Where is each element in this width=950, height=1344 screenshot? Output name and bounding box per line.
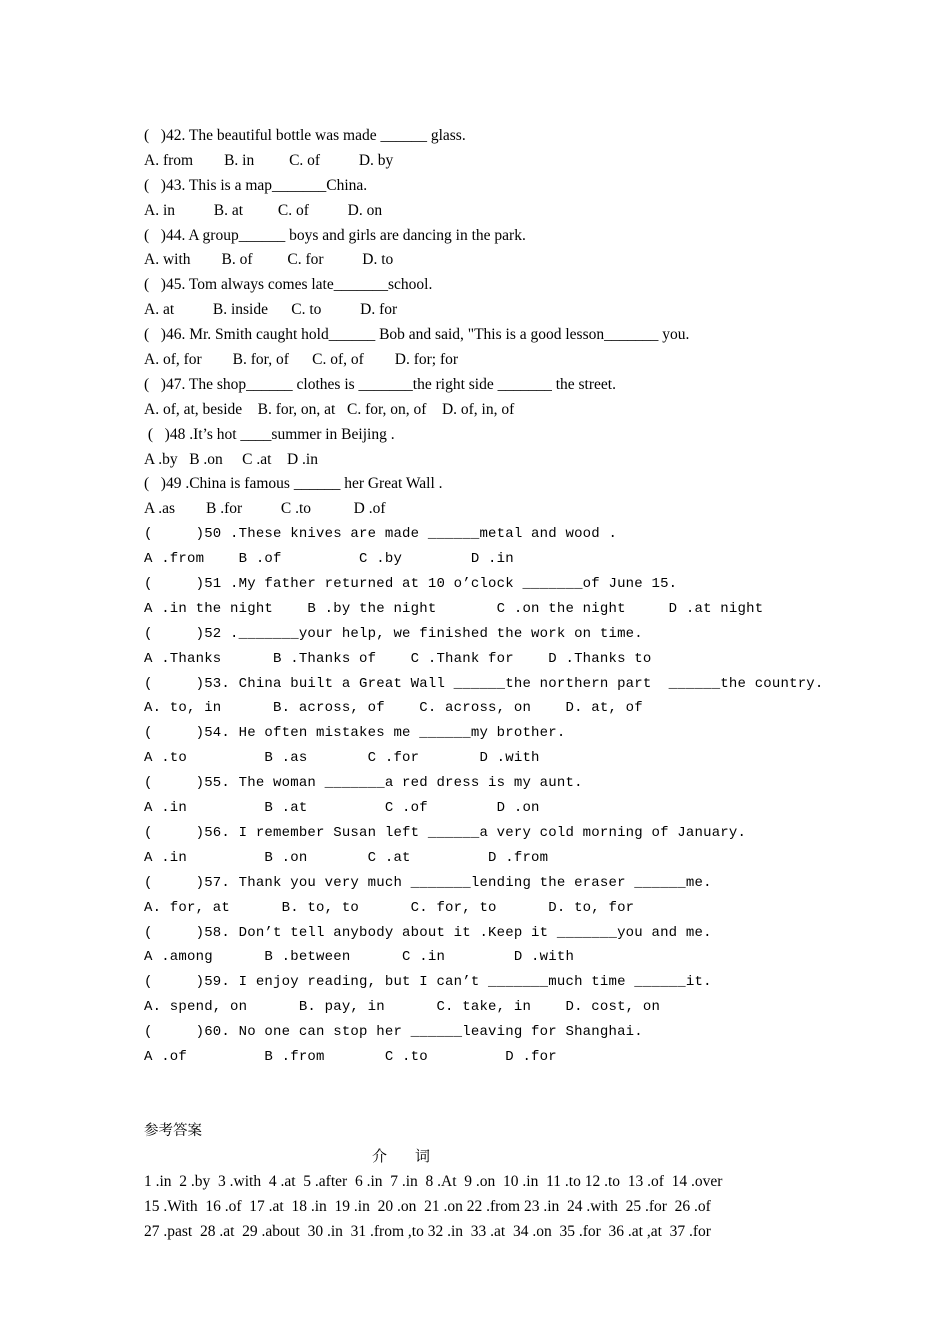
question-item	[144, 423, 824, 473]
answer-row: 27 .past 28 .at 29 .about 30 .in 31 .from ,to 32 .in 33 .at 34 .on 35 .for 36 .at ,at 37 .for	[144, 1222, 711, 1240]
question-text: ( )43. This is a map_______China.	[144, 176, 368, 194]
question-item	[144, 921, 824, 971]
answer-key	[144, 1119, 824, 1244]
question-item	[144, 721, 824, 771]
question-text: ( )57. Thank you very much _______lending the eraser ______me.	[144, 874, 712, 891]
question-item	[144, 124, 824, 174]
question-text: ( )58. Don’t tell anybody about it .Keep it _______you and me.	[144, 924, 712, 941]
answer-key-subheading: 介词	[372, 1146, 459, 1165]
question-item	[144, 821, 824, 871]
question-text: ( )47. The shop______ clothes is _______the right side _______ the street.	[144, 375, 616, 393]
question-item	[144, 871, 824, 921]
question-list	[144, 124, 824, 1070]
question-item	[144, 273, 824, 323]
question-text: ( )50 .These knives are made ______metal and wood .	[144, 526, 618, 543]
question-options: A. of, at, beside B. for, on, at C. for, on, of D. of, in, of	[144, 400, 515, 418]
question-text: ( )56. I remember Susan left ______a very cold morning of January.	[144, 824, 747, 841]
question-text: ( )45. Tom always comes late_______school.	[144, 276, 433, 294]
answer-row: 1 .in 2 .by 3 .with 4 .at 5 .after 6 .in 7 .in 8 .At 9 .on 10 .in 11 .to 12 .to 13 .of 14 .over	[144, 1172, 723, 1190]
question-text: ( )53. China built a Great Wall ______the northern part ______the country.	[144, 675, 824, 692]
question-options: A .among B .between C .in D .with	[144, 949, 575, 966]
question-options: A. in B. at C. of D. on	[144, 201, 383, 219]
question-options: A .from B .of C .by D .in	[144, 551, 514, 568]
question-options: A .in B .at C .of D .on	[144, 800, 540, 817]
question-item	[144, 970, 824, 1020]
question-text: ( )46. Mr. Smith caught hold______ Bob and said, "This is a good lesson_______ you.	[144, 326, 690, 344]
worksheet	[144, 124, 824, 1244]
question-item	[144, 472, 824, 522]
question-text: ( )49 .China is famous ______ her Great Wall .	[144, 475, 443, 493]
question-options: A. at B. inside C. to D. for	[144, 301, 398, 319]
question-item	[144, 174, 824, 224]
question-text: ( )60. No one can stop her ______leaving for Shanghai.	[144, 1024, 643, 1041]
question-text: ( )48 .It’s hot ____summer in Beijing .	[144, 425, 395, 443]
question-item	[144, 224, 824, 274]
question-options: A. from B. in C. of D. by	[144, 151, 394, 169]
answer-key-heading: 参考答案	[144, 1122, 202, 1139]
question-text: ( )51 .My father returned at 10 o’clock _______of June 15.	[144, 576, 678, 593]
question-options: A .to B .as C .for D .with	[144, 750, 540, 767]
spacer	[144, 1070, 824, 1119]
question-item	[144, 323, 824, 373]
question-item	[144, 572, 824, 622]
question-item	[144, 771, 824, 821]
question-options: A. spend, on B. pay, in C. take, in D. cost, on	[144, 999, 661, 1016]
answer-row: 15 .With 16 .of 17 .at 18 .in 19 .in 20 .on 21 .on 22 .from 23 .in 24 .with 25 .for 26 .of	[144, 1197, 711, 1215]
question-options: A. to, in B. across, of C. across, on D. at, of	[144, 700, 643, 717]
question-options: A .Thanks B .Thanks of C .Thank for D .Thanks to	[144, 650, 652, 667]
question-text: ( )54. He often mistakes me ______my brother.	[144, 725, 566, 742]
question-text: ( )52 ._______your help, we finished the work on time.	[144, 625, 643, 642]
question-options: A .in the night B .by the night C .on the night D .at night	[144, 600, 764, 617]
question-options: A .in B .on C .at D .from	[144, 849, 549, 866]
question-item	[144, 622, 824, 672]
question-item	[144, 522, 824, 572]
question-item	[144, 373, 824, 423]
question-text: ( )42. The beautiful bottle was made ______ glass.	[144, 127, 466, 144]
question-text: ( )59. I enjoy reading, but I can’t _______much time ______it.	[144, 974, 712, 991]
question-options: A. with B. of C. for D. to	[144, 251, 394, 269]
question-text: ( )44. A group______ boys and girls are dancing in the park.	[144, 226, 526, 244]
question-options: A. of, for B. for, of C. of, of D. for; for	[144, 351, 459, 369]
question-text: ( )55. The woman _______a red dress is my aunt.	[144, 775, 583, 792]
question-options: A .by B .on C .at D .in	[144, 450, 318, 468]
question-item	[144, 1020, 824, 1070]
question-options: A .as B .for C .to D .of	[144, 500, 386, 518]
question-options: A. for, at B. to, to C. for, to D. to, for	[144, 899, 635, 916]
question-options: A .of B .from C .to D .for	[144, 1048, 557, 1065]
question-item	[144, 672, 824, 722]
